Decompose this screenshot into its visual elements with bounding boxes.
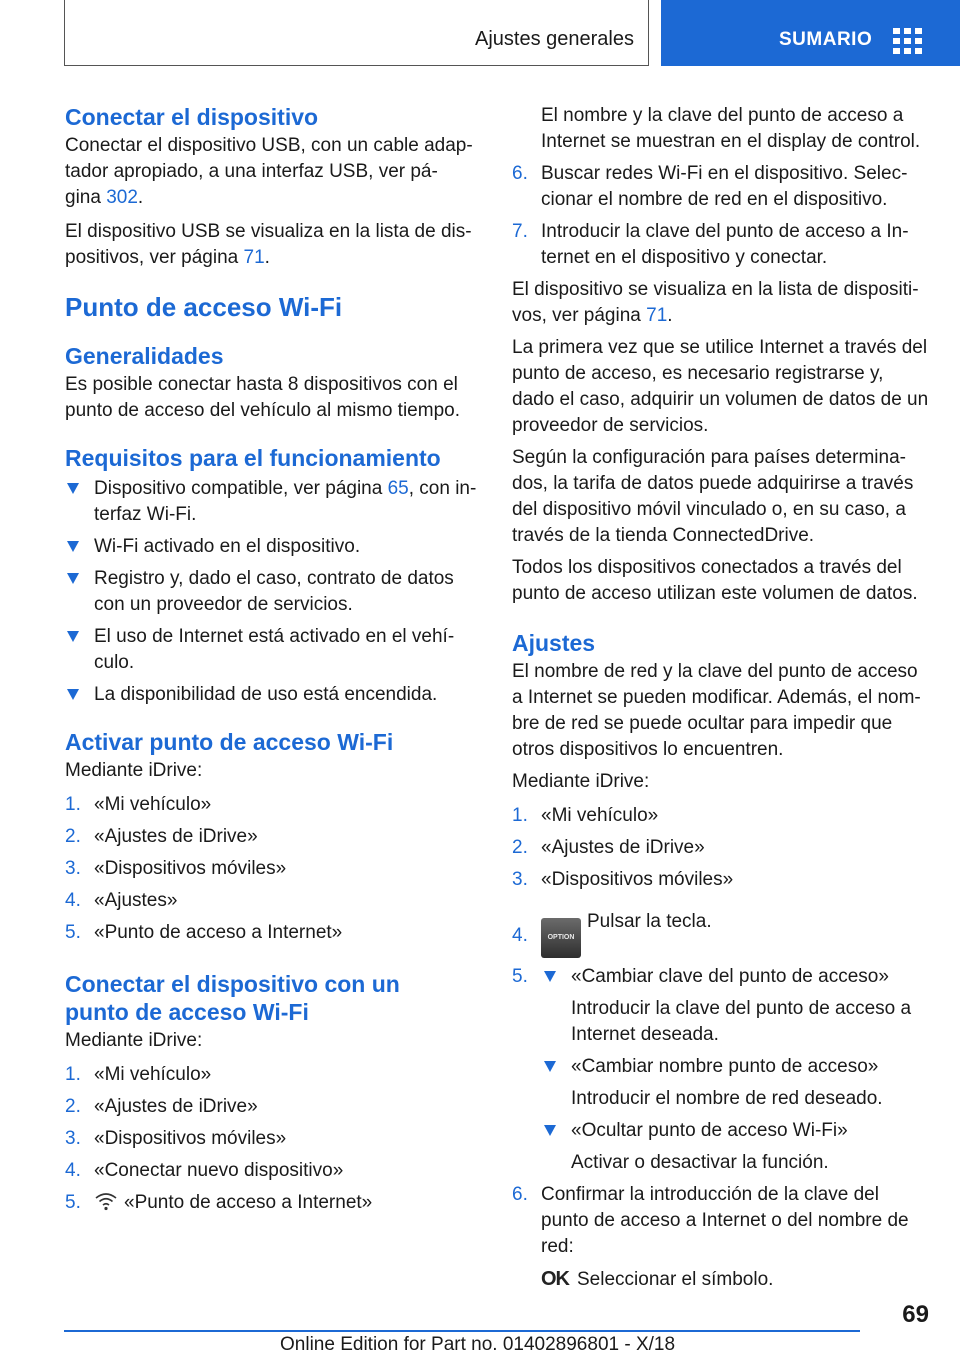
step-number: 2. (65, 826, 81, 847)
list-item (65, 1190, 480, 1216)
list-item (512, 867, 932, 893)
list-item (65, 824, 480, 850)
sub-item-desc (541, 1086, 932, 1112)
text: La primera vez que se utilice Internet a través del (512, 337, 928, 358)
sub-item (541, 1054, 932, 1080)
text: . (667, 305, 673, 326)
text: vos, ver página (512, 305, 647, 326)
page-number: 69 (902, 1301, 929, 1328)
heading-generalidades: Generalidades (65, 343, 224, 369)
text: culo. (94, 652, 135, 673)
header-title-box (64, 0, 649, 66)
text: dos, la tarifa de datos puede adquirirse a través (512, 473, 914, 494)
paragraph-display (512, 103, 932, 155)
list-item (65, 920, 480, 946)
text: «Mi vehículo» (541, 805, 659, 826)
grid-icon (893, 28, 923, 54)
bullet-triangle-icon (544, 1061, 556, 1072)
text: «Ajustes de iDrive» (94, 826, 258, 847)
text: otros dispositivos lo encuentren. (512, 739, 784, 760)
heading-activar: Activar punto de acceso Wi-Fi (65, 729, 394, 755)
bullet-triangle-icon (544, 971, 556, 982)
bullet-triangle-icon (67, 689, 79, 700)
step-number: 5. (65, 922, 81, 943)
text: «Mi vehículo» (94, 1064, 212, 1085)
text: a Internet se pueden modificar. Además, el nom- (512, 687, 921, 708)
heading-ajustes: Ajustes (512, 630, 596, 656)
text: Todos los dispositivos conectados a través del (512, 557, 902, 578)
bullet-triangle-icon (67, 483, 79, 494)
list-item (65, 682, 480, 708)
text: El nombre y la clave del punto de acceso a (541, 105, 904, 126)
text: punto de acceso utilizan este volumen de datos. (512, 583, 918, 604)
sub-item-desc (541, 1150, 932, 1176)
text: red: (541, 1236, 574, 1257)
list-item (65, 792, 480, 818)
text: cionar el nombre de red en el dispositivo. (541, 189, 888, 210)
text: El dispositivo se visualiza en la lista de dispositi- (512, 279, 919, 300)
step-number: 3. (65, 858, 81, 879)
text: Conectar el dispositivo con un (65, 971, 400, 997)
step-number: 7. (512, 221, 528, 242)
list-item (65, 566, 480, 618)
text: «Ajustes de iDrive» (94, 1096, 258, 1117)
step-number: 4. (65, 1160, 81, 1181)
ajustes-steps (512, 803, 932, 1293)
conectar-wifi-steps (65, 1062, 480, 1216)
text: proveedor de servicios. (512, 415, 709, 436)
steps-continued (512, 161, 932, 271)
ajustes-intro: Mediante iDrive: (512, 771, 650, 792)
paragraph-lista-dispositivos (512, 277, 932, 329)
page-link-71[interactable]: 71 (243, 247, 265, 268)
list-item (65, 1158, 480, 1184)
paragraph-primera-vez (512, 335, 932, 439)
sub-item (541, 964, 932, 990)
page-link-302[interactable]: 302 (106, 187, 138, 208)
text: «Ajustes» (94, 890, 178, 911)
heading-conectar-dispositivo: Conectar el dispositivo (65, 104, 319, 130)
text: Registro y, dado el caso, contrato de datos (94, 568, 454, 589)
text: terfaz Wi-Fi. (94, 504, 197, 525)
summary-button-label: SUMARIO (779, 29, 873, 50)
requisitos-list (65, 476, 480, 708)
step-number: 5. (512, 966, 528, 987)
text: «Dispositivos móviles» (94, 858, 287, 879)
step-number: 2. (65, 1096, 81, 1117)
text: Internet se muestran en el display de control. (541, 131, 921, 152)
list-item (512, 219, 932, 271)
page-link-65[interactable]: 65 (387, 478, 409, 499)
step-number: 2. (512, 837, 528, 858)
activar-intro: Mediante iDrive: (65, 760, 203, 781)
text: positivos, ver página (65, 247, 244, 268)
list-item (512, 803, 932, 829)
step-number: 1. (65, 1064, 81, 1085)
list-item (65, 624, 480, 676)
step-number: 4. (512, 925, 528, 946)
list-item (512, 909, 932, 958)
text: «Dispositivos móviles» (94, 1128, 287, 1149)
list-item (65, 856, 480, 882)
section-title: Ajustes generales (475, 28, 634, 50)
text: El nombre de red y la clave del punto de acceso (512, 661, 918, 682)
list-item (512, 161, 932, 213)
activar-steps (65, 792, 480, 946)
text: «Cambiar clave del punto de acceso» (571, 966, 889, 987)
sub-item-desc (541, 996, 932, 1048)
paragraph-conectar-usb (65, 133, 480, 211)
bullet-triangle-icon (67, 573, 79, 584)
list-item (65, 1062, 480, 1088)
ok-icon: OK (541, 1268, 569, 1290)
text: través de la tienda ConnectedDrive. (512, 525, 815, 546)
text: «Mi vehículo» (94, 794, 212, 815)
text: Seleccionar el símbolo. (577, 1269, 774, 1290)
text: Dispositivo compatible, ver página (94, 478, 388, 499)
bullet-triangle-icon (544, 1125, 556, 1136)
list-item (65, 534, 480, 560)
text: Conectar el dispositivo USB, con un cable adap- (65, 135, 473, 156)
step-number: 5. (65, 1192, 81, 1213)
sub-item (541, 1118, 932, 1144)
text: «Dispositivos móviles» (541, 869, 734, 890)
paragraph-ajustes (512, 659, 932, 763)
text: ternet en el dispositivo y conectar. (541, 247, 828, 268)
text: «Conectar nuevo dispositivo» (94, 1160, 344, 1181)
text: Introducir el nombre de red deseado. (571, 1088, 883, 1109)
text: . (137, 187, 144, 208)
text: El dispositivo USB se visualiza en la lista de dis- (65, 221, 472, 242)
heading-conectar-wifi (65, 970, 480, 1026)
text: Según la configuración para países determina- (512, 447, 906, 468)
text: Pulsar la tecla. (587, 911, 712, 932)
text: punto de acceso a Internet o del nombre de (541, 1210, 909, 1231)
text: Buscar redes Wi-Fi en el dispositivo. Selec- (541, 163, 908, 184)
text: «Ajustes de iDrive» (541, 837, 705, 858)
step-number: 1. (512, 805, 528, 826)
text: punto de acceso del vehículo al mismo tiempo. (65, 400, 460, 421)
left-column (65, 100, 480, 1216)
step-number: 6. (512, 163, 528, 184)
paragraph-usb-lista (65, 219, 480, 271)
step-number: 6. (512, 1184, 528, 1205)
bullet-triangle-icon (67, 631, 79, 642)
list-item (65, 1126, 480, 1152)
summary-button[interactable] (661, 0, 960, 66)
text: punto de acceso Wi-Fi (65, 999, 309, 1025)
step-number: 3. (65, 1128, 81, 1149)
conectar-wifi-intro: Mediante iDrive: (65, 1030, 203, 1051)
text: Introducir la clave del punto de acceso a (571, 998, 912, 1019)
text: con un proveedor de servicios. (94, 594, 353, 615)
footer-divider (64, 1330, 860, 1332)
text: «Punto de acceso a Internet» (124, 1192, 373, 1213)
option-button-icon: OPTION (541, 918, 581, 958)
text: «Punto de acceso a Internet» (94, 922, 343, 943)
list-item (512, 1182, 932, 1293)
text: bre de red se puede ocultar para impedir que (512, 713, 893, 734)
heading-punto-acceso: Punto de acceso Wi-Fi (65, 292, 343, 322)
footer-edition: Online Edition for Part no. 01402896801 - X/18 (280, 1334, 676, 1355)
step-number: 3. (512, 869, 528, 890)
text: . (264, 247, 270, 268)
page-link-71[interactable]: 71 (646, 305, 668, 326)
list-item (512, 964, 932, 1176)
list-item (512, 835, 932, 861)
text: Activar o desactivar la función. (571, 1152, 829, 1173)
right-column (512, 103, 932, 1293)
paragraph-volumen (512, 555, 932, 607)
step-number: 4. (65, 890, 81, 911)
step-number: 1. (65, 794, 81, 815)
paragraph-tarifa (512, 445, 932, 549)
ok-action (541, 1266, 932, 1293)
text: gina (65, 187, 107, 208)
text: Es posible conectar hasta 8 dispositivos con el (65, 374, 458, 395)
paragraph-generalidades (65, 372, 480, 424)
text: «Cambiar nombre punto de acceso» (571, 1056, 879, 1077)
text: dado el caso, adquirir un volumen de datos de un (512, 389, 929, 410)
heading-requisitos: Requisitos para el funcionamiento (65, 445, 441, 471)
list-item (65, 476, 480, 528)
text: Confirmar la introducción de la clave del (541, 1184, 879, 1205)
bullet-triangle-icon (67, 541, 79, 552)
list-item (65, 1094, 480, 1120)
text: La disponibilidad de uso está encendida. (94, 684, 438, 705)
text: El uso de Internet está activado en el vehí- (94, 626, 455, 647)
list-item (65, 888, 480, 914)
text: Wi-Fi activado en el dispositivo. (94, 536, 361, 557)
text: Introducir la clave del punto de acceso a In- (541, 221, 909, 242)
text: , con in- (408, 478, 477, 499)
text: punto de acceso, es necesario registrarse y, (512, 363, 884, 384)
wifi-icon (94, 1191, 118, 1211)
text: del dispositivo móvil vinculado o, en su caso, a (512, 499, 906, 520)
text: Internet deseada. (571, 1024, 719, 1045)
text: tador apropiado, a una interfaz USB, ver pá- (65, 161, 438, 182)
text: «Ocultar punto de acceso Wi-Fi» (571, 1120, 848, 1141)
